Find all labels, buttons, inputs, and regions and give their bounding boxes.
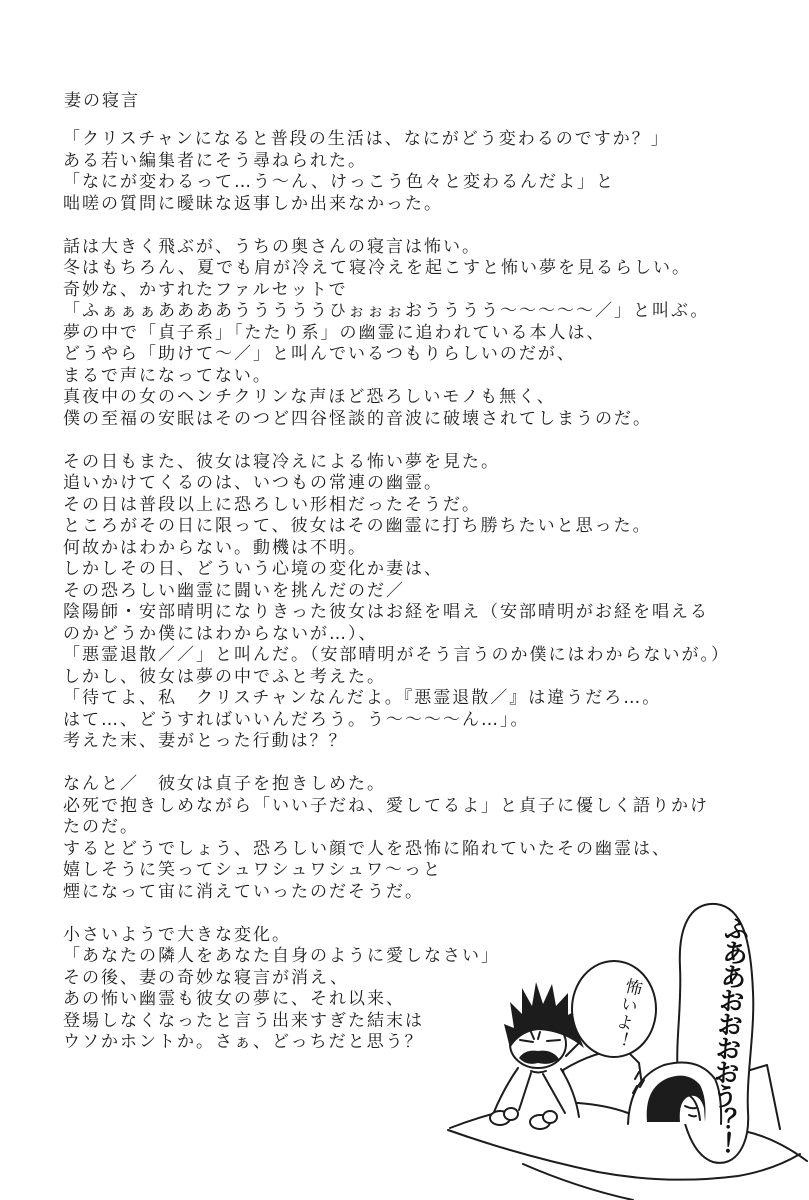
text-line: 登場しなくなったと言う出来すぎた結末は [63,1010,424,1031]
text-line: 話は大きく飛ぶが、うちの奥さんの寝言は怖い。 [63,236,481,257]
text-line: まるで声になってない。 [63,365,272,386]
speech-bubble-tail [566,1044,578,1056]
text-line: するとどうでしょう、恐ろしい顔で人を恐怖に陥れていたその幽霊は、 [63,838,671,859]
text-line: ある若い編集者にそう尋ねられた。 [63,150,367,171]
text-line: 「悪霊退散／／」と叫んだ。（安部晴明がそう言うのか僕にはわからないが。） [63,645,730,665]
text-paragraph [63,237,783,431]
text-line: その日もまた、彼女は寝冷えによる怖い夢を見た。 [63,451,500,472]
text-line: どうやら「助けて～／」と叫んでいるつもりらしいのだが、 [63,344,576,364]
essay-title: 妻の寝言 [64,91,140,111]
text-line: 「あなたの隣人をあなた自身のように愛しなさい」 [63,946,500,966]
text-line: 奇妙な、かすれたファルセットで [63,279,348,300]
text-line: 夢の中で「貞子系」「たたり系」の幽霊に追われている本人は、 [63,322,606,343]
text-line: たのだ。 [63,817,139,837]
text-line: 「なにが変わるって…う～ん、けっこう色々と変わるんだよ」と [63,172,616,192]
text-line: なんと／ 彼女は貞子を抱きしめた。 [63,774,386,794]
text-line: 追いかけてくるのは、いつもの常連の幽霊。 [63,473,443,493]
text-line: のかどうか僕にはわからないが…）、 [63,623,378,644]
text-paragraph [63,452,783,753]
husband-figure [490,982,584,1129]
text-line: 僕の至福の安眠はそのつど四谷怪談的音波に破壊されてしまうのだ。 [63,408,652,429]
text-line: 「ふぁぁぁああああうううううひぉぉぉおうううう～～～～～／」と叫ぶ。 [63,301,710,321]
text-line: ところがその日に限って、彼女はその幽霊に打ち勝ちたいと思った。 [63,516,652,536]
text-line: ウソかホントか。さぁ、どっちだと思う？ [63,1032,424,1052]
text-line: しかしその日、どういう心境の変化か妻は、 [63,559,443,579]
text-line: 「クリスチャンになると普段の生活は、なにがどう変わるのですか？」 [63,129,670,149]
text-line: 咄嗟の質問に曖昧な返事しか出来なかった。 [63,193,443,214]
text-line: 冬はもちろん、夏でも肩が冷えて寝冷えを起こすと怖い夢を見るらしい。 [63,258,692,278]
text-line: その後、妻の奇妙な寝言が消え、 [63,967,350,988]
text-line: 考えた末、妻がとった行動は？？ [63,731,348,751]
text-line: 煙になって宙に消えていったのだそうだ。 [63,881,424,902]
text-line: はて…、どうすればいいんだろう。う～～～～ん…」。 [63,709,530,730]
text-line: 何故かはわからない。動機は不明。 [63,537,367,558]
text-line: その日は普段以上に恐ろしい形相だったそうだ。 [63,494,481,515]
text-line: 必死で抱きしめながら「いい子だね、愛してるよ」と貞子に優しく語りかけ [63,795,709,816]
text-line: 嬉しそうに笑ってシュワシュワシュワ～っと [63,860,442,880]
scream-balloon-text: ふああおおおおう？！ [703,914,751,1156]
text-line: 「待てよ、私 クリスチャンなんだよ。『悪霊退散／』は違うだろ…。 [63,688,662,708]
text-line: 陰陽師・安部晴明になりきった彼女はお経を唱え（安部晴明がお経を唱える [63,602,709,622]
text-line: 小さいようで大きな変化。 [63,924,291,945]
text-line: しかし、彼女は夢の中でふと考えた。 [63,666,386,687]
text-paragraph [63,129,783,215]
text-line: 真夜中の女のヘンチクリンな声ほど恐ろしいモノも無く、 [63,387,556,407]
text-line: その恐ろしい幽霊に闘いを挑んだのだ／ [63,580,405,601]
speech-bubble-text: 怖いよ！ [606,975,644,1051]
text-line: あの怖い幽霊も彼女の夢に、それ以来、 [63,989,405,1009]
